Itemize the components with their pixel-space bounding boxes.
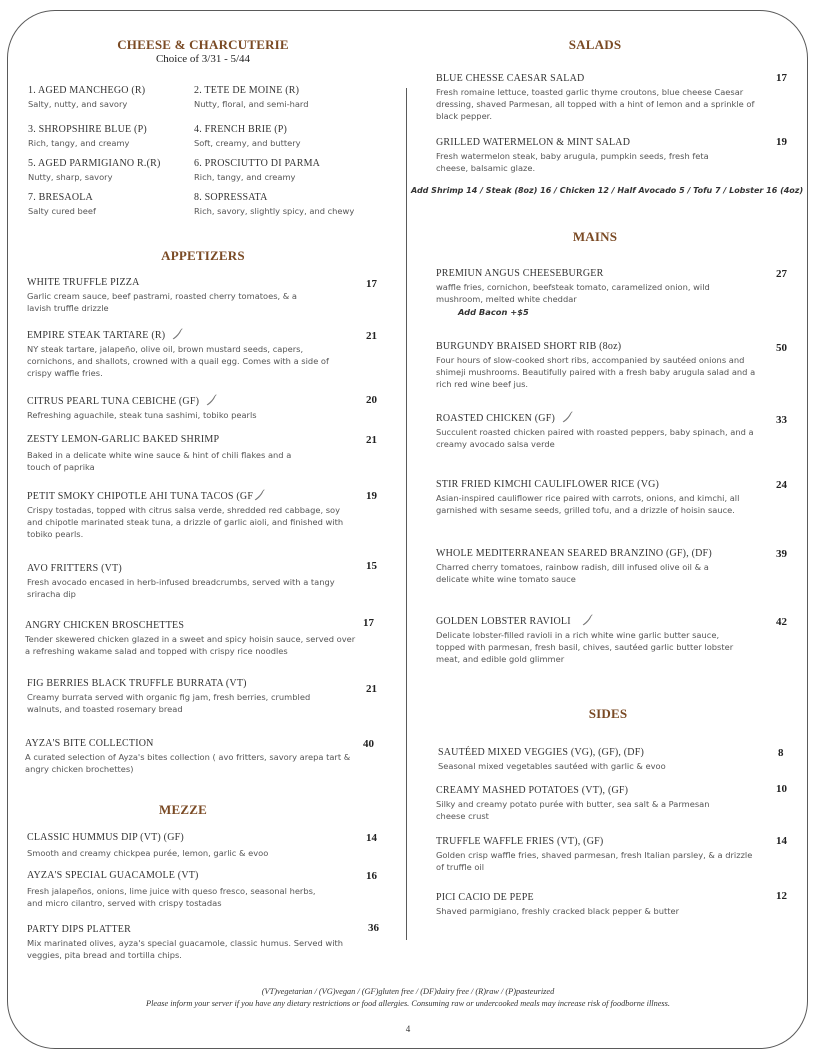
- menu-item: [27, 923, 367, 961]
- item-name: SAUTÉED MIXED VEGGIES (VG), (GF), (DF): [438, 747, 645, 758]
- item-name: TRUFFLE WAFFLE FRIES (VT), (GF): [436, 836, 604, 847]
- salads-section-title: SALADS: [568, 37, 622, 52]
- item-description: Rich, tangy, and creamy: [28, 138, 130, 148]
- mains-section-title: MAINS: [572, 229, 618, 244]
- item-name: CITRUS PEARL TUNA CEBICHE (GF): [27, 396, 200, 407]
- allergy-notice: Please inform your server if you have any dietary restrictions or food allergies. Consuming raw or undercooked meals may increase risk of foodborne illness.: [146, 999, 670, 1008]
- item-description: NY steak tartare, jalapeño, olive oil, brown mustard seeds, capers, cornichons, and shallots, crowned with a quail egg. Comes with a side of crispy waffle fries.: [27, 344, 329, 378]
- item-description: Smooth and creamy chickpea purée, lemon, garlic & evoo: [27, 848, 269, 858]
- item-description: Salty, nutty, and savory: [28, 99, 128, 109]
- item-name: PETIT SMOKY CHIPOTLE AHI TUNA TACOS (GF: [27, 491, 254, 502]
- item-price: 14: [366, 832, 377, 844]
- item-description: waffle fries, cornichon, beefsteak tomato, caramelized onion, wild mushroom, melted white cheddar: [436, 282, 710, 304]
- item-name: WHOLE MEDITERRANEAN SEARED BRANZINO (GF), (DF): [436, 548, 712, 559]
- item-extra: Add Bacon +$5: [458, 307, 529, 317]
- item-price: 17: [776, 72, 787, 84]
- menu-item: [436, 547, 766, 585]
- item-description: Charred cherry tomatoes, rainbow radish, dill infused olive oil & a delicate white wine tomato sauce: [436, 562, 709, 584]
- item-description: A curated selection of Ayza's bites collection ( avo fritters, savory arepa tart & angry chicken brochettes): [25, 752, 351, 774]
- item-name: WHITE TRUFFLE PIZZA: [27, 277, 140, 288]
- chili-pepper-icon: [581, 614, 593, 626]
- item-description: Fresh jalapeños, onions, lime juice with queso fresco, seasonal herbs, and micro cilantro, served with crispy tostadas: [27, 886, 316, 908]
- item-price: 40: [363, 738, 374, 750]
- sides-section-title: SIDES: [588, 706, 628, 721]
- menu-item: [436, 136, 766, 174]
- item-price: 19: [776, 136, 787, 148]
- item-name-row: [27, 489, 357, 503]
- menu-item: [27, 677, 357, 715]
- cheese-item: [194, 84, 364, 110]
- item-name: 4. FRENCH BRIE (P): [194, 124, 288, 135]
- dietary-legend: (VT)vegetarian / (VG)vegan / (GF)gluten free / (DF)dairy free / (R)raw / (P)pasteurized: [261, 987, 555, 996]
- item-name: 6. PROSCIUTTO DI PARMA: [194, 158, 321, 169]
- chili-pepper-icon: [171, 328, 183, 340]
- item-price: 10: [776, 783, 787, 795]
- item-description: Baked in a delicate white wine sauce & hint of chili flakes and a touch of paprika: [27, 450, 292, 472]
- cheese-section-title: CHEESE & CHARCUTERIE: [117, 37, 289, 52]
- menu-item: [436, 267, 766, 318]
- menu-item: [27, 433, 357, 473]
- cheese-item: [194, 123, 364, 149]
- item-price: 21: [366, 434, 377, 446]
- item-name: FIG BERRIES BLACK TRUFFLE BURRATA (VT): [27, 678, 247, 689]
- menu-item: [27, 869, 357, 909]
- item-description: Soft, creamy, and buttery: [194, 138, 301, 148]
- item-price: 24: [776, 479, 787, 491]
- item-description: Tender skewered chicken glazed in a sweet and spicy hoisin sauce, served over a refreshing wakame salad and topped with crispy rice noodles: [25, 634, 356, 656]
- item-name: CLASSIC HUMMUS DIP (VT) (GF): [27, 832, 184, 843]
- item-name: ZESTY LEMON-GARLIC BAKED SHRIMP: [27, 434, 220, 445]
- item-price: 39: [776, 548, 787, 560]
- item-price: 42: [776, 616, 787, 628]
- item-description: Nutty, floral, and semi-hard: [194, 99, 309, 109]
- item-price: 15: [366, 560, 377, 572]
- item-name: ANGRY CHICKEN BROSCHETTES: [25, 620, 185, 631]
- item-name: 2. TETE DE MOINE (R): [194, 85, 300, 96]
- item-price: 17: [366, 278, 377, 290]
- item-name: GRILLED WATERMELON & MINT SALAD: [436, 137, 631, 148]
- menu-item: [436, 478, 771, 516]
- page-number: 4: [405, 1024, 411, 1034]
- menu-item: [27, 562, 357, 600]
- item-name: 3. SHROPSHIRE BLUE (P): [28, 124, 147, 135]
- item-name: AYZA'S BITE COLLECTION: [25, 738, 154, 749]
- chili-pepper-icon: [253, 489, 265, 501]
- item-price: 12: [776, 890, 787, 902]
- item-name: AVO FRITTERS (VT): [27, 563, 122, 574]
- item-price: 33: [776, 414, 787, 426]
- cheese-item: [28, 191, 188, 217]
- item-name: 5. AGED PARMIGIANO R.(R): [28, 158, 161, 169]
- item-description: Four hours of slow-cooked short ribs, accompanied by sautéed onions and shimeji mushrooms. Beautifully paired with a fresh baby arugula salad and a rich red wine beef jus.: [436, 355, 756, 389]
- item-price: 21: [366, 683, 377, 695]
- item-name: PREMIUN ANGUS CHEESEBURGER: [436, 268, 604, 279]
- item-description: Fresh avocado encased in herb-infused breadcrumbs, served with a tangy sriracha dip: [27, 577, 335, 599]
- menu-item: [436, 891, 766, 917]
- item-price: 16: [366, 870, 377, 882]
- item-description: Asian-inspired cauliflower rice paired with carrots, onions, and kimchi, all garnished with sesame seeds, grilled tofu, and a drizzle of hoisin sauce.: [436, 493, 740, 515]
- item-description: Delicate lobster-filled ravioli in a rich white wine garlic butter sauce, topped with parmesan, fresh basil, chives, sautéed garlic butter lobster meat, and edible gold glimmer: [436, 630, 734, 664]
- menu-item: [27, 328, 357, 379]
- item-description: Rich, tangy, and creamy: [194, 172, 296, 182]
- item-price: 20: [366, 394, 377, 406]
- item-description: Silky and creamy potato purée with butter, sea salt & a Parmesan cheese crust: [436, 799, 710, 821]
- item-price: 17: [363, 617, 374, 629]
- item-description: Fresh watermelon steak, baby arugula, pumpkin seeds, fresh feta cheese, balsamic glaze.: [436, 151, 709, 173]
- item-name: ROASTED CHICKEN (GF): [436, 413, 555, 424]
- item-description: Golden crisp waffle fries, shaved parmesan, fresh Italian parsley, & a drizzle of truffle oil: [436, 850, 753, 872]
- item-description: Refreshing aguachile, steak tuna sashimi, tobiko pearls: [27, 410, 257, 420]
- item-price: 8: [778, 747, 784, 759]
- item-price: 27: [776, 268, 787, 280]
- menu-item: [436, 784, 766, 822]
- column-divider: [406, 88, 407, 940]
- item-description: Mix marinated olives, ayza's special guacamole, classic humus. Served with veggies, pita bread and tortilla chips.: [27, 938, 344, 960]
- item-name-row: [27, 394, 357, 408]
- cheese-item: [28, 157, 188, 183]
- item-price: 19: [366, 490, 377, 502]
- chili-pepper-icon: [205, 394, 217, 406]
- item-price: 14: [776, 835, 787, 847]
- menu-item: [25, 619, 365, 657]
- item-name: PICI CACIO DE PEPE: [436, 892, 534, 903]
- item-name: CREAMY MASHED POTATOES (VT), (GF): [436, 785, 629, 796]
- item-description: Creamy burrata served with organic fig jam, fresh berries, crumbled walnuts, and toasted rosemary bread: [27, 692, 311, 714]
- item-price: 21: [366, 330, 377, 342]
- item-name-row: [27, 328, 357, 342]
- menu-item: [436, 72, 766, 122]
- menu-item: [25, 737, 365, 775]
- item-description: Salty cured beef: [28, 206, 96, 216]
- item-price: 36: [368, 922, 379, 934]
- item-description: Crispy tostadas, topped with citrus salsa verde, shredded red cabbage, soy and chipotle marinated steak tuna, a drizzle of garlic aioli, and finished with tobiko pearls.: [27, 505, 344, 539]
- salad-addons: Add Shrimp 14 / Steak (8oz) 16 / Chicken 12 / Half Avocado 5 / Tofu 7 / Lobster 16 (4oz): [411, 186, 804, 195]
- menu-item: [438, 746, 768, 772]
- item-description: Succulent roasted chicken paired with roasted peppers, baby spinach, and a creamy avocado salsa verde: [436, 427, 754, 449]
- cheese-item: [28, 123, 188, 149]
- item-name: STIR FRIED KIMCHI CAULIFLOWER RICE (VG): [436, 479, 660, 490]
- cheese-item: [194, 191, 384, 217]
- menu-item: [27, 276, 357, 314]
- item-description: Shaved parmigiano, freshly cracked black pepper & butter: [436, 906, 679, 916]
- item-name-row: [436, 614, 766, 628]
- item-name: 8. SOPRESSATA: [194, 192, 268, 203]
- item-description: Nutty, sharp, savory: [28, 172, 113, 182]
- cheese-section-subtitle: Choice of 3/31 - 5/44: [155, 53, 251, 65]
- item-name: GOLDEN LOBSTER RAVIOLI: [436, 616, 571, 627]
- item-name-row: [436, 411, 766, 425]
- menu-item: [27, 831, 357, 859]
- mezze-section-title: MEZZE: [159, 802, 207, 817]
- item-description: Garlic cream sauce, beef pastrami, roasted cherry tomatoes, & a lavish truffle drizzle: [27, 291, 297, 313]
- item-name: 7. BRESAOLA: [28, 192, 93, 203]
- menu-item: [436, 411, 766, 450]
- appetizers-section-title: APPETIZERS: [161, 248, 245, 263]
- item-description: Rich, savory, slightly spicy, and chewy: [194, 206, 355, 216]
- menu-item: [27, 489, 357, 540]
- cheese-item: [28, 84, 188, 110]
- item-price: 50: [776, 342, 787, 354]
- menu-item: [436, 835, 766, 873]
- item-description: Fresh romaine lettuce, toasted garlic thyme croutons, blue cheese Caesar dressing, shaved Parmesan, all topped with a hint of lemon and a sprinkle of black pepper.: [436, 87, 755, 121]
- chili-pepper-icon: [561, 411, 573, 423]
- item-name: 1. AGED MANCHEGO (R): [28, 85, 146, 96]
- item-name: BLUE CHESSE CAESAR SALAD: [436, 73, 585, 84]
- item-name: BURGUNDY BRAISED SHORT RIB (8oz): [436, 341, 622, 352]
- menu-item: [436, 614, 766, 665]
- menu-item: [436, 340, 766, 390]
- item-name: PARTY DIPS PLATTER: [27, 924, 131, 935]
- item-name: EMPIRE STEAK TARTARE (R): [27, 330, 166, 341]
- menu-item: [27, 394, 357, 421]
- item-name: AYZA'S SPECIAL GUACAMOLE (VT): [27, 870, 199, 881]
- item-description: Seasonal mixed vegetables sautéed with garlic & evoo: [438, 761, 666, 771]
- cheese-item: [194, 157, 364, 183]
